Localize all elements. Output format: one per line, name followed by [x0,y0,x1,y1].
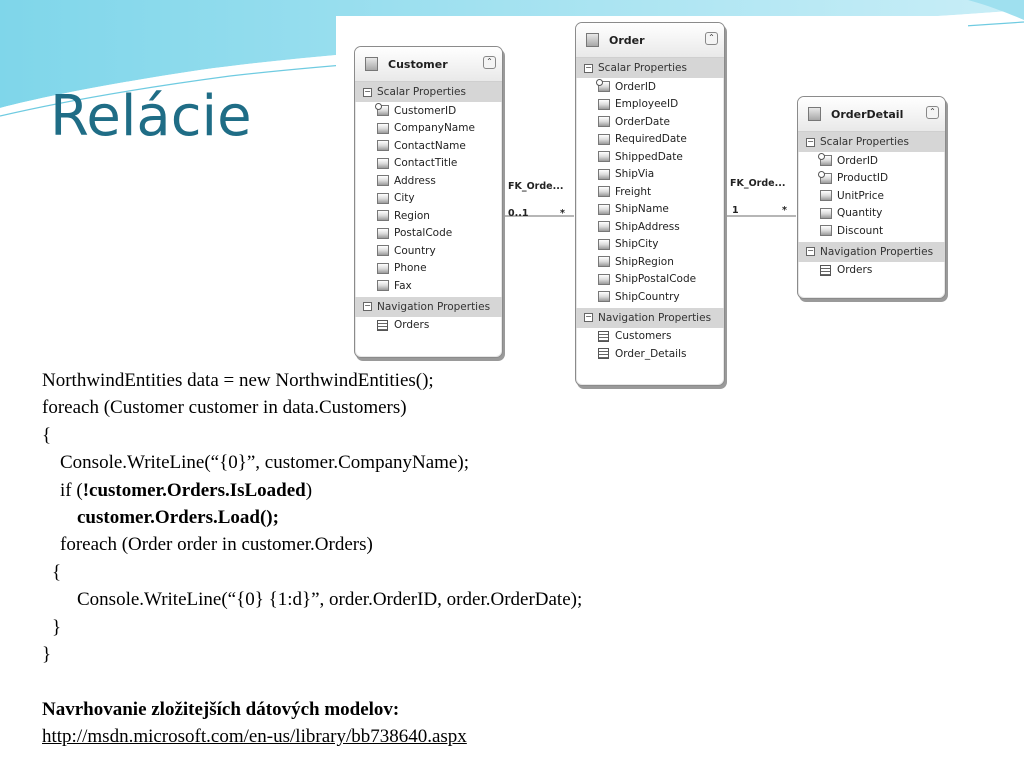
minus-icon[interactable]: − [807,246,814,255]
code-text: foreach (Order order in customer.Orders) [60,534,373,556]
association-label-customer-order: FK_Orde... [508,181,564,192]
entity-header[interactable] [798,97,945,132]
key-property-icon [820,173,832,184]
entity-name: Order [609,33,645,47]
collapse-icon[interactable]: ⌃ [705,32,718,45]
property-icon [598,116,610,127]
code-line [42,531,582,558]
property-icon [598,99,610,110]
msdn-link[interactable]: http://msdn.microsoft.com/en-us/library/bb738640.aspx [42,726,467,748]
navigation-properties-header[interactable] [355,297,502,317]
property-icon [377,228,389,239]
property-name: Customers [615,330,672,343]
property-name: EmployeeID [615,98,679,111]
property-row[interactable] [576,288,724,306]
code-text: } [42,643,52,665]
entity-header[interactable] [355,47,502,82]
code-line [42,477,582,504]
section-label: Scalar Properties [377,86,466,98]
property-row[interactable] [355,242,502,260]
minus-icon[interactable]: − [364,86,371,96]
property-name: Region [394,209,430,222]
property-row[interactable] [576,166,724,184]
navigation-properties-header[interactable] [576,308,724,328]
property-icon [598,134,610,145]
reference-link-line [42,723,582,750]
property-name: Orders [837,264,873,277]
navigation-property-icon [598,331,609,342]
property-name: ShipRegion [615,255,674,268]
code-line [42,422,582,449]
code-line [42,586,582,613]
property-name: OrderID [837,154,879,167]
property-name: ShipCountry [615,290,680,303]
code-line [42,449,582,476]
entity-order[interactable] [575,22,725,386]
section-label: Scalar Properties [598,62,687,74]
property-name: PostalCode [394,227,453,240]
property-row[interactable] [576,131,724,149]
key-property-icon [598,81,610,92]
entity-orderdetail[interactable] [797,96,946,299]
section-label: Navigation Properties [598,311,712,324]
entity-header[interactable] [576,23,724,58]
code-text: } [52,616,62,638]
section-label: Navigation Properties [820,245,934,258]
property-row[interactable] [355,102,502,120]
code-text: foreach (Customer customer in data.Customers) [42,397,407,419]
multiplicity-order-side-2: 1 [732,205,739,216]
property-row[interactable] [576,218,724,236]
property-icon [598,151,610,162]
property-icon [598,291,610,302]
code-bold-text: !customer.Orders.IsLoaded [82,479,306,501]
property-row[interactable] [355,277,502,295]
property-icon [377,175,389,186]
property-name: OrderDate [615,115,670,128]
property-icon [598,204,610,215]
property-name: Order_Details [615,347,687,360]
key-property-icon [820,155,832,166]
collapse-icon[interactable]: ⌃ [926,106,939,119]
property-icon [377,140,389,151]
property-row[interactable] [798,222,945,240]
property-icon [377,263,389,274]
property-name: ShipPostalCode [615,273,697,286]
property-row[interactable] [576,253,724,271]
property-icon [598,239,610,250]
scalar-properties-header[interactable] [576,58,724,78]
collapse-icon[interactable]: ⌃ [483,56,496,69]
minus-icon[interactable]: − [585,62,592,72]
code-text: NorthwindEntities data = new NorthwindEntities(); [42,370,434,391]
code-text: ) [305,479,313,501]
code-bold-text: customer.Orders.Load [77,506,260,528]
section-heading [42,696,582,723]
property-name: Country [394,244,436,257]
property-name: Discount [837,224,884,237]
property-row[interactable] [355,225,502,243]
property-icon [820,225,832,236]
property-icon [598,186,610,197]
minus-icon[interactable]: − [585,312,592,321]
property-row[interactable] [355,137,502,155]
entity-name: OrderDetail [831,107,904,121]
multiplicity-customer-side: 0..1 [508,208,529,219]
code-text: { [52,561,62,583]
property-row[interactable] [355,155,502,173]
property-row[interactable] [798,170,945,188]
code-line [42,559,582,586]
entity-diagram [336,16,968,400]
property-row[interactable] [576,201,724,219]
property-name: ProductID [837,172,889,185]
property-name: CompanyName [394,122,475,135]
property-icon [377,280,389,291]
property-row[interactable] [576,183,724,201]
property-icon [598,169,610,180]
code-text: { [42,424,52,446]
property-name: CustomerID [394,104,457,117]
code-line [42,394,582,421]
code-text: if ( [60,479,83,501]
multiplicity-orderdetail-side: * [782,205,787,216]
property-name: Fax [394,279,412,292]
property-name: Freight [615,185,652,198]
navigation-row[interactable] [355,317,502,335]
code-line [42,367,582,394]
property-icon [377,123,389,134]
code-bold-text: (); [259,506,279,528]
code-line [42,614,582,641]
property-name: ShipName [615,203,669,216]
property-icon [598,221,610,232]
property-row[interactable] [576,96,724,114]
property-name: Phone [394,262,427,275]
entity-customer[interactable] [354,46,503,358]
multiplicity-order-side: * [560,208,565,219]
scalar-properties-header[interactable] [355,82,502,102]
property-name: ShipVia [615,168,655,181]
property-name: ContactTitle [394,157,458,170]
property-icon [820,190,832,201]
property-row[interactable] [355,172,502,190]
key-property-icon [377,105,389,116]
navigation-property-icon [598,348,609,359]
section-label: Navigation Properties [377,300,491,313]
property-name: OrderID [615,80,657,93]
property-name: City [394,192,415,205]
navigation-property-icon [377,320,388,331]
property-icon [377,193,389,204]
property-name: ShipCity [615,238,659,251]
navigation-property-icon [820,265,831,276]
entity-icon [365,57,378,71]
property-name: Quantity [837,207,883,220]
property-name: Orders [394,319,430,332]
entity-name: Customer [388,57,448,71]
code-line [42,504,582,531]
property-row[interactable] [355,207,502,225]
navigation-row[interactable] [798,262,945,280]
property-row[interactable] [576,78,724,96]
property-name: Address [394,174,436,187]
code-sample [42,367,582,750]
property-row[interactable] [798,205,945,223]
scalar-properties-header[interactable] [798,132,945,152]
navigation-row[interactable] [576,328,724,346]
property-name: RequiredDate [615,133,687,146]
property-name: ContactName [394,139,466,152]
property-row[interactable] [798,187,945,205]
property-row[interactable] [576,148,724,166]
property-icon [598,274,610,285]
entity-icon [808,107,821,121]
property-icon [377,210,389,221]
minus-icon[interactable]: − [807,136,814,146]
property-row[interactable] [798,152,945,170]
code-text: Console.WriteLine(“{0}”, customer.CompanyName); [60,452,469,474]
property-name: ShipAddress [615,220,680,233]
navigation-properties-header[interactable] [798,242,945,262]
association-label-order-orderdetail: FK_Orde... [730,178,786,189]
property-row[interactable] [576,113,724,131]
property-row[interactable] [355,260,502,278]
code-text: Console.WriteLine(“{0} {1:d}”, order.OrderID, order.OrderDate); [77,589,583,611]
section-label: Scalar Properties [820,136,909,148]
property-row[interactable] [576,236,724,254]
property-name: ShippedDate [615,150,683,163]
heading-text: Navrhovanie zložitejších dátových modelov: [42,698,400,720]
property-icon [377,245,389,256]
property-row[interactable] [355,190,502,208]
code-line [42,641,582,668]
slide-title: Relácie [50,84,252,149]
property-icon [598,256,610,267]
property-row[interactable] [576,271,724,289]
navigation-row[interactable] [576,345,724,363]
minus-icon[interactable]: − [364,301,371,310]
property-icon [820,208,832,219]
property-name: UnitPrice [837,189,884,202]
property-icon [377,158,389,169]
property-row[interactable] [355,120,502,138]
entity-icon [586,33,599,47]
